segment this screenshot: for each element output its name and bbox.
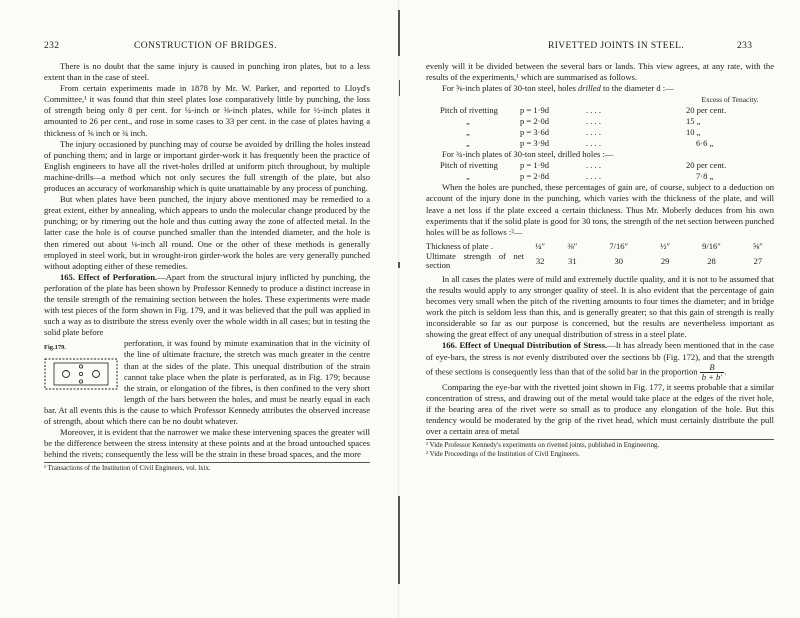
- column-header: Excess of Tenacity.: [701, 95, 759, 105]
- figure-179: [44, 342, 118, 394]
- text-column: [426, 61, 774, 459]
- page-number: 232: [44, 41, 60, 51]
- section-title: Effect of Unequal Distribution of Stress.: [459, 340, 608, 351]
- section-166: 166. Effect of Unequal Distribution of Stress.—It has already been mentioned that in the case of eye-bars, the stress is not evenly distributed over the sections bb (Fig. 172), and that the strength of these sections is consequently less than that of the solid bar in the proportion $\frac{B}{b + b'}$ .: [426, 340, 774, 382]
- section-text: —Apart from the structural injury inflicted by punching, the perforation of the plate has been shown by Professor Kennedy to produce a distinct increase in the tensile strength of the remaining section between the holes. These experiments were made with test pieces of the form shown in Fig. 179, and it was believed that the pull was applied in such a way as to distribute the stress evenly over the whole width in all cases; but in testing the solid plate before: [44, 271, 371, 338]
- table-intro: For ¾-inch plates of 30-ton steel, drilled holes :—: [442, 149, 614, 160]
- running-head: RIVETTED JOINTS IN STEEL.: [548, 41, 685, 51]
- section-165: [44, 272, 370, 339]
- strength-table: [426, 241, 774, 271]
- table-row: Ultimate strength of net section 32 31 30 29 28 27: [426, 250, 763, 271]
- table-intro: For ⅝-inch plates of 30-ton steel, holes drilled to the diameter d :—: [442, 83, 674, 94]
- paragraph: Comparing the eye-bar with the rivetted joint shown in Fig. 177, it seems probable that a similar concentration of stress, and drawing out of the metal would take place at the edges of the rivet hole, if the bearing area of the rivet were so small as to produce any elongation of the hole. But this tendency would be moderated by the grip of the rivet head, which must certainly distribute the pull over a certain area of metal: [426, 381, 774, 436]
- footnote: ¹ Transactions of the Institution of Civil Engineers, vol. lxix.: [44, 462, 370, 473]
- footnote: ¹ Vide Professor Kennedy's experiments on rivetted joints, published in Engineering.: [426, 439, 774, 450]
- paragraph: Moreover, it is evident that the narrower we make these intervening spaces the greater will be the difference between the stress intensity at these points and at the broad untouched spaces behind the rivets; consequently the less will be the strain in these broad spaces, and the more: [44, 427, 370, 460]
- paragraph: In all cases the plates were of mild and extremely ductile quality, and it is not to be assumed that the results would apply to any stronger quality of steel. It is also evident that the percentage of gain becomes very small when the pitch of the rivetting amounts to four times the diameter; and in bridge work the pitch is seldom less than this, and is generally greater; so that this gain of strength is really inconsiderable so far as our purpose is concerned, but the results are nevertheless important as showing the great effect of any unequal distribution of stress in a steel plate.: [426, 273, 774, 340]
- page-number: 233: [737, 41, 753, 51]
- tenacity-table-2: [426, 160, 774, 182]
- section-text: perforation, it was found by minute examination that in the vicinity of the line of ultimate fracture, the stretch was much greater in the centre than at the sides of the plate. This unequal distribution of the strain cannot take place when the plate is perforated, as in Fig. 179; because the strain, or elongation of the fibres, is then confined to the very short length of the bars between the holes, and must be nearly equal in each bar. At all events this is the cause to which Professor Kennedy attributes the observed increase of strength, about which there can be no doubt whatever.: [44, 338, 370, 426]
- table-row: „ p = 2·0d . . . . 15 „: [466, 116, 701, 127]
- perforated-plate-diagram: [44, 357, 118, 391]
- table-row: „ p = 3·6d . . . . 10 „: [466, 127, 701, 138]
- paragraph: evenly will it be divided between the several bars or lands. This view agrees, at any rate, with the results of the experiments,¹ which are summarised as follows.: [426, 61, 774, 83]
- tenacity-table-1: [426, 94, 774, 149]
- paragraph: The injury occasioned by punching may of course be avoided by drilling the holes instead of punching them; and in large or important girder-work it has frequently been the practice of English engineers to have all the rivet-holes drilled at uniform pitch throughout, by multiple machine-drills—a method which not only secures the full strength of the plate, but also produces an accuracy of workmanship which is quite unattainable by any process of punching.: [44, 138, 370, 194]
- section-title: Effect of Perforation.: [77, 271, 158, 282]
- section-number: 165.: [60, 271, 75, 282]
- text-column: [44, 61, 370, 473]
- fraction: $\frac{B}{b + b'}$: [701, 361, 723, 382]
- paragraph: There is no doubt that the same injury is caused in punching iron plates, but to a less extent than in the case of steel.: [44, 61, 370, 83]
- running-head: CONSTRUCTION OF BRIDGES.: [134, 41, 277, 51]
- paragraph: But when plates have been punched, the injury above mentioned may be remedied to a great extent, either by annealing, which appears to undo the molecular change produced by the punching; or by rimering out the hole and thus cutting away the zone of affected metal. In the latter case the hole is of course punched smaller than the intended diameter, and the hole is then rimered out about ⅛-inch all round. One or the other of these methods is generally employed in steel work, but in wrought-iron girder-work the holes are very generally punched without adopting either of these remedies.: [44, 194, 370, 271]
- footnote: ² Vide Proceedings of the Institution of Civil Engineers.: [426, 451, 580, 459]
- table-row: Pitch of rivetting p = 1·9d . . . . 20 per cent.: [440, 105, 727, 116]
- table-row: Thickness of plate . ¼″ ⅜″ 7/16″ ½″ 9/16″ ⅝″: [426, 240, 763, 251]
- table-row: „ p = 3·9d . . . . 6·6 „: [466, 138, 714, 149]
- table-row: Pitch of rivetting p = 1·9d . . . . 20 per cent.: [440, 160, 727, 171]
- figure-caption: Fig.179.: [44, 344, 67, 352]
- paragraph: When the holes are punched, these percentages of gain are, of course, subject to a deduction on account of the injury done in the punching, which varies with the thickness of the plate, and will leave a net loss if the plate exceed a certain thickness. Thus Mr. Moberly deduces from his own experiments that if the solid plate is good for 30 tons, the strength of the net section between punched holes will be as follows :²—: [426, 182, 774, 237]
- table-row: „ p = 2·8d . . . . 7·8 „: [466, 171, 714, 182]
- paragraph: From certain experiments made in 1878 by Mr. W. Parker, and reported to Lloyd's Committee,¹ it was found that thin steel plates lose comparatively little by punching, the loss of strength being only 8 per cent. for ¼-inch or ⅜-inch plates, while for ½-inch plates it amounted to 26 per cent., and rose in some cases to 33 per cent. in the case of plates having a thickness of ⅝ inch or ¾ inch.: [44, 83, 370, 138]
- right-page: [400, 0, 800, 618]
- section-number: 166.: [442, 340, 457, 351]
